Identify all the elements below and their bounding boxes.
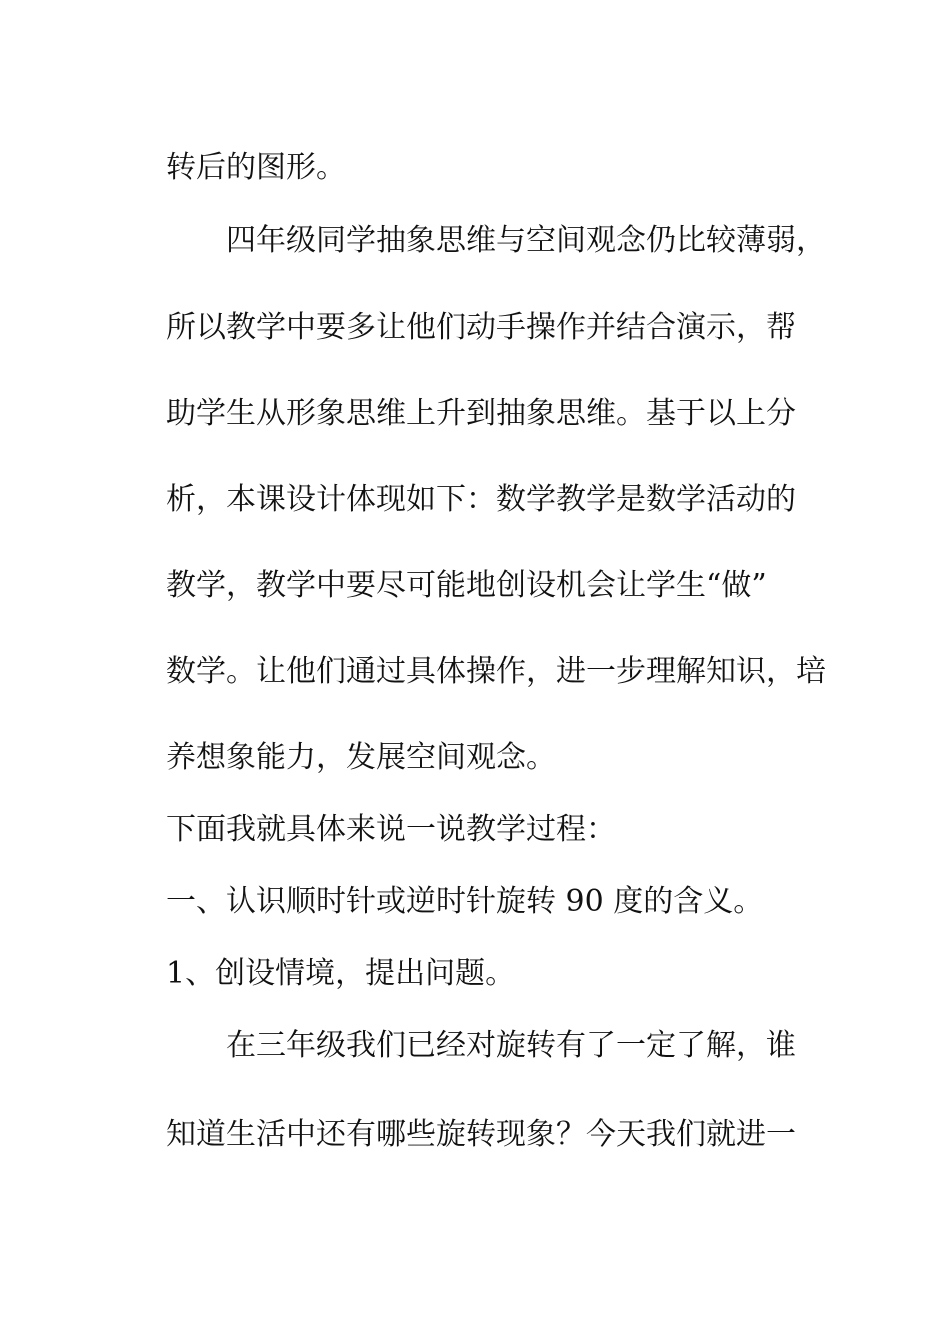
paragraph-line: 知道生活中还有哪些旋转现象？今天我们就进一 xyxy=(166,1117,796,1152)
paragraph-line: 所以教学中要多让他们动手操作并结合演示，帮 xyxy=(166,310,796,345)
paragraph-line: 助学生从形象思维上升到抽象思维。基于以上分 xyxy=(166,396,796,431)
paragraph-line: 四年级同学抽象思维与空间观念仍比较薄弱， xyxy=(226,223,826,258)
paragraph-line: 析，本课设计体现如下：数学教学是数学活动的 xyxy=(166,482,796,517)
paragraph-line: 数学。让他们通过具体操作，进一步理解知识，培 xyxy=(166,654,826,689)
subsection-heading: 1、创设情境，提出问题。 xyxy=(166,956,516,991)
paragraph-line: 养想象能力，发展空间观念。 xyxy=(166,740,556,775)
paragraph-line: 教学，教学中要尽可能地创设机会让学生“做” xyxy=(166,568,767,603)
section-heading: 一、认识顺时针或逆时针旋转 90 度的含义。 xyxy=(166,884,764,919)
paragraph-line: 转后的图形。 xyxy=(166,150,346,185)
paragraph-line: 下面我就具体来说一说教学过程： xyxy=(166,812,616,847)
paragraph-line: 在三年级我们已经对旋转有了一定了解，谁 xyxy=(226,1028,796,1063)
